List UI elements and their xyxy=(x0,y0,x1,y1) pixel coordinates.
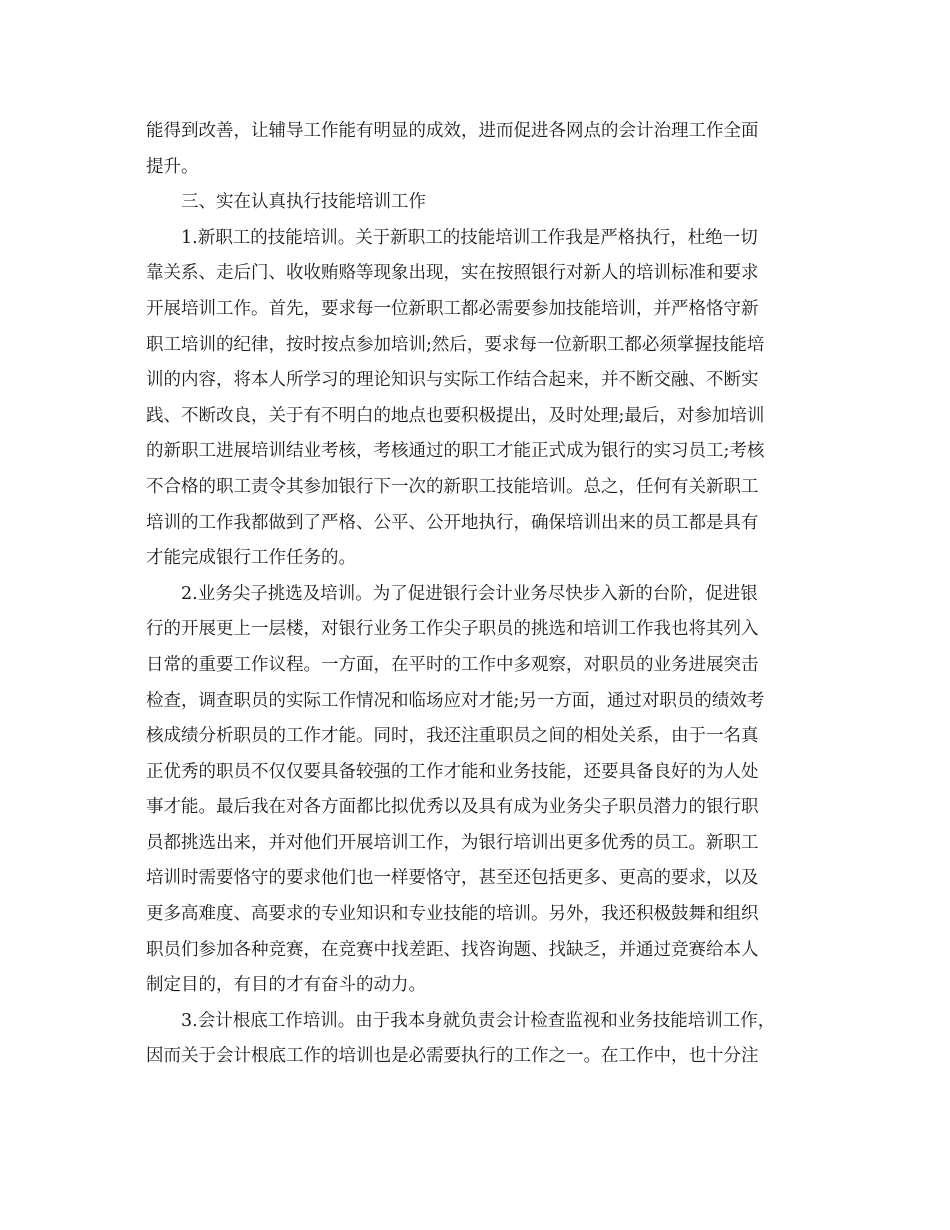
text-line: 事才能。最后我在对各方面都比拟优秀以及具有成为业务尖子职员潜力的银行职 xyxy=(146,797,759,818)
text-line: 核成绩分析职员的工作才能。同时，我还注重职员之间的相处关系，由于一名真 xyxy=(146,726,759,747)
text-line: 员都挑选出来，并对他们开展培训工作，为银行培训出更多优秀的员工。新职工 xyxy=(146,832,759,853)
text-line: 培训时需要恪守的要求他们也一样要恪守，甚至还包括更多、更高的要求，以及 xyxy=(146,868,759,889)
text-line: 职工培训的纪律，按时按点参加培训;然后，要求每一位新职工都必须掌握技能培 xyxy=(146,334,765,355)
text-line: 训的内容，将本人所学习的理论知识与实际工作结合起来，并不断交融、不断实 xyxy=(146,370,759,391)
text-line: 不合格的职工责令其参加银行下一次的新职工技能培训。总之，任何有关新职工 xyxy=(146,476,759,497)
text-line: 提升。 xyxy=(146,156,199,177)
section-heading: 三、实在认真执行技能培训工作 xyxy=(181,192,426,213)
text-line: 正优秀的职员不仅仅要具备较强的工作才能和业务技能，还要具备良好的为人处 xyxy=(146,761,759,782)
text-line: 培训的工作我都做到了严格、公平、公开地执行，确保培训出来的员工都是具有 xyxy=(146,512,759,533)
text-line: 行的开展更上一层楼，对银行业务工作尖子职员的挑选和培训工作我也将其列入 xyxy=(146,619,759,640)
document-body xyxy=(146,114,806,1075)
text-line: 能得到改善，让辅导工作能有明显的成效，进而促进各网点的会计治理工作全面 xyxy=(146,121,759,141)
text-line: 践、不断改良，关于有不明白的地点也要积极提出，及时处理;最后，对参加培训 xyxy=(146,405,765,426)
text-line: 因而关于会计根底工作的培训也是必需要执行的工作之一。在工作中，也十分注 xyxy=(146,1046,759,1067)
text-line: 制定目的，有目的才有奋斗的动力。 xyxy=(146,975,426,996)
paragraph-start-line: 2.业务尖子挑选及培训。为了促进银行会计业务尽快步入新的台阶，促进银 xyxy=(181,583,758,604)
text-line: 日常的重要工作议程。一方面，在平时的工作中多观察，对职员的业务进展突击 xyxy=(146,654,759,675)
text-line: 的新职工进展培训结业考核，考核通过的职工才能正式成为银行的实习员工;考核 xyxy=(146,441,765,462)
text-line: 开展培训工作。首先，要求每一位新职工都必需要参加技能培训，并严格恪守新 xyxy=(146,298,759,319)
text-line: 职员们参加各种竞赛，在竞赛中找差距、找咨询题、找缺乏，并通过竞赛给本人 xyxy=(146,939,759,960)
text-line: 才能完成银行工作任务的。 xyxy=(146,548,356,569)
text-line: 靠关系、走后门、收收贿赂等现象出现，实在按照银行对新人的培训标准和要求 xyxy=(146,263,759,284)
text-line: 检查，调查职员的实际工作情况和临场应对才能;另一方面，通过对职员的绩效考 xyxy=(146,690,765,711)
text-line: 更多高难度、高要求的专业知识和专业技能的培训。另外，我还积极鼓舞和组织 xyxy=(146,904,759,925)
paragraph-start-line: 1.新职工的技能培训。关于新职工的技能培训工作我是严格执行，杜绝一切 xyxy=(181,227,758,248)
paragraph-start-line: 3.会计根底工作培训。由于我本身就负责会计检查监视和业务技能培训工作， xyxy=(181,1010,776,1031)
